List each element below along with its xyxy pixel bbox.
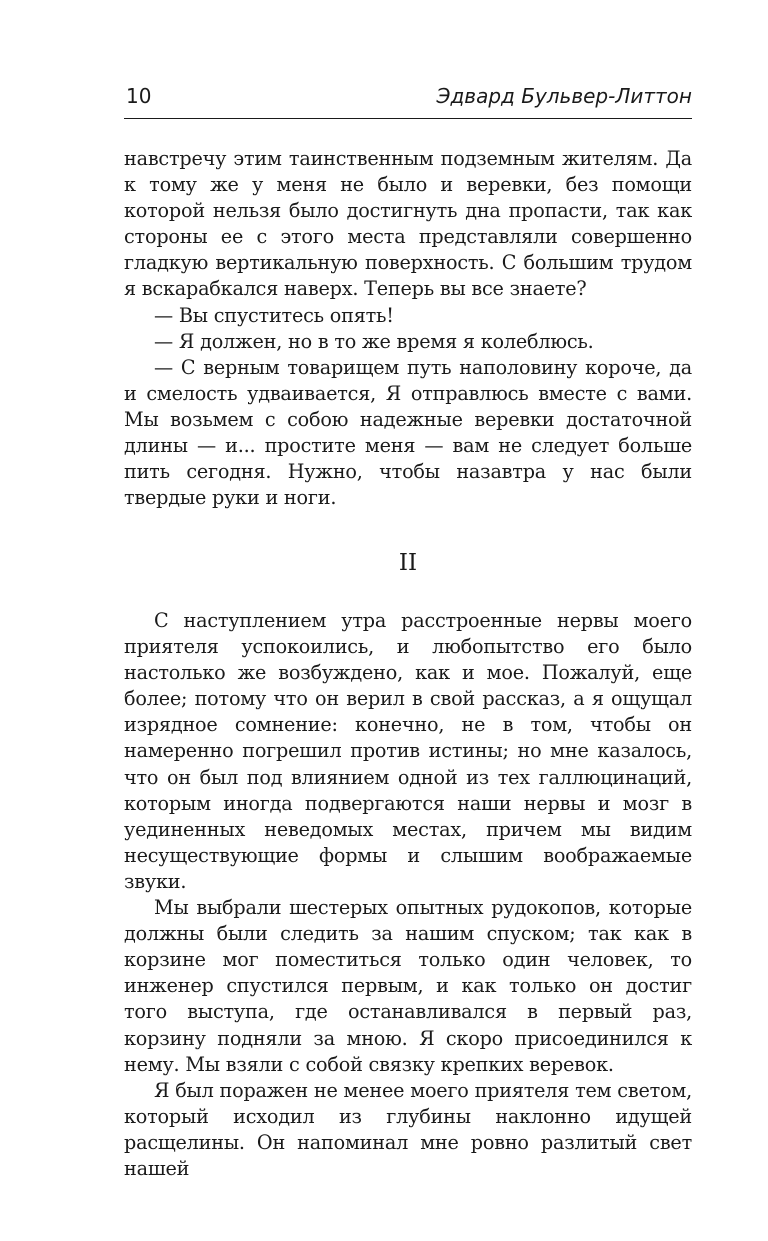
dialogue-line: — Я должен, но в то же время я колеблюсь.	[154, 329, 594, 353]
paragraph-continued: навстречу этим таинственным подземным жителям. Да к тому же у меня не было и веревки, без помощи которой нельзя было достигнуть дна пропасти, так как стороны ее с этого места представляли совершенно гладкую вертикальную поверхность. С большим трудом я вскарабкался наверх. Теперь вы все знаете?	[124, 147, 692, 301]
text-block-chapter	[124, 608, 692, 1182]
dialogue-line: — С верным товарищем путь наполовину короче, да и смелость удваивается, Я отправлюсь вместе с вами. Мы возьмем с собою надежные веревки достаточной длины — и... простите меня — вам не следует больше пить сегодня. Нужно, чтобы назавтра у нас были твердые руки и ноги.	[124, 355, 692, 510]
book-page	[124, 0, 692, 1241]
paragraph: Я был поражен не менее моего приятеля тем светом, который исходил из глубины наклонно идущей расщелины. Он напоминал мне ровно разлитый свет нашей	[124, 1078, 692, 1180]
paragraph: С наступлением утра расстроенные нервы моего приятеля успокоились, и любопытство его было настолько же возбуждено, как и мое. Пожалуй, еще более; потому что он верил в свой рассказ, а я ощущал изрядное сомнение: конечно, не в том, чтобы он намеренно погрешил против истины; но мне казалось, что он был под влиянием одной из тех галлюцинаций, которым иногда подвергаются наши нервы и мозг в уединенных неведомых местах, причем мы видим несуществующие формы и слышим воображаемые звуки.	[124, 609, 692, 893]
page-number: 10	[126, 84, 152, 108]
chapter-number: II	[398, 550, 418, 576]
running-head	[124, 82, 692, 119]
running-title: Эдвард Бульвер-Литтон	[436, 84, 692, 108]
paragraph: Мы выбрали шестерых опытных рудокопов, которые должны были следить за нашим спуском; так как в корзине мог поместиться только один человек, то инженер спустился первым, и как только он достиг того выступа, где останавливался в первый раз, корзину подняли за мною. Я скоро присоединился к нему. Мы взяли с собой связку крепких веревок.	[124, 896, 692, 1076]
dialogue-line: — Вы спуститесь опять!	[154, 303, 394, 327]
text-block-top	[124, 146, 692, 511]
